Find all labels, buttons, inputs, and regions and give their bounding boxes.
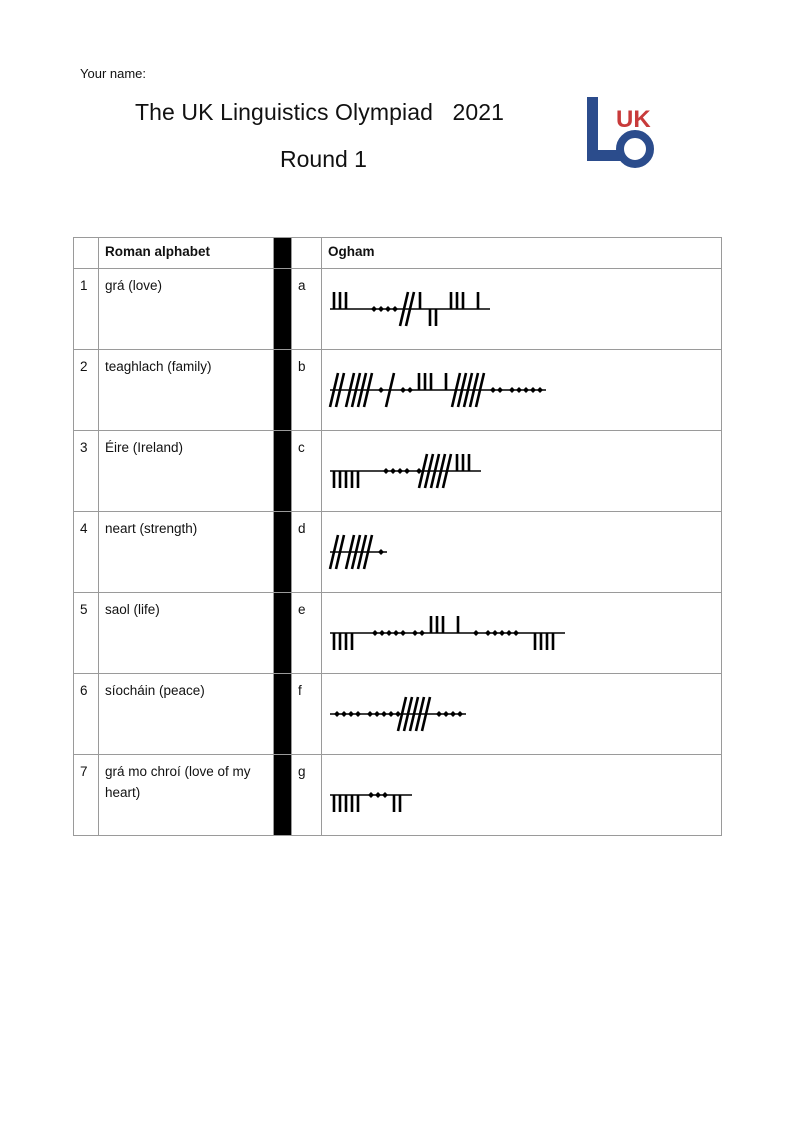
ogham-vowel-notch bbox=[492, 630, 498, 636]
page-title: The UK Linguistics Olympiad 2021 bbox=[135, 99, 505, 125]
ogham-inscription bbox=[322, 512, 722, 592]
ogham-vowel-notch bbox=[400, 387, 406, 393]
ogham-vowel-notch bbox=[443, 711, 449, 717]
round-subtitle: Round 1 bbox=[280, 146, 367, 172]
table-header-row bbox=[74, 238, 722, 269]
ogham-vowel-notch bbox=[490, 387, 496, 393]
ogham-vowel-notch bbox=[341, 711, 347, 717]
ogham-vowel-notch bbox=[368, 792, 374, 798]
ogham-vowel-notch bbox=[386, 630, 392, 636]
ogham-vowel-notch bbox=[516, 387, 522, 393]
ogham-vowel-notch bbox=[348, 711, 354, 717]
ogham-vowel-notch bbox=[374, 711, 380, 717]
ogham-vowel-notch bbox=[334, 711, 340, 717]
row-number: 5 bbox=[74, 593, 99, 674]
ogham-vowel-notch bbox=[385, 306, 391, 312]
header-ogham: Ogham bbox=[322, 238, 722, 269]
black-divider bbox=[274, 674, 292, 755]
logo-text: UK bbox=[616, 106, 651, 133]
row-letter: f bbox=[292, 674, 322, 755]
ogham-cell bbox=[322, 269, 722, 350]
row-number: 4 bbox=[74, 512, 99, 593]
your-name-label: Your name: bbox=[80, 66, 147, 81]
black-divider bbox=[274, 512, 292, 593]
row-letter: e bbox=[292, 593, 322, 674]
ogham-inscription bbox=[322, 674, 722, 754]
ogham-vowel-notch bbox=[371, 306, 377, 312]
ogham-inscription bbox=[322, 350, 722, 430]
table-row bbox=[74, 755, 722, 836]
ogham-vowel-notch bbox=[473, 630, 479, 636]
roman-text: Éire (Ireland) bbox=[99, 431, 274, 512]
ogham-vowel-notch bbox=[388, 711, 394, 717]
ogham-vowel-notch bbox=[393, 630, 399, 636]
ogham-cell bbox=[322, 431, 722, 512]
ogham-cell bbox=[322, 755, 722, 836]
ogham-vowel-notch bbox=[457, 711, 463, 717]
ogham-vowel-notch bbox=[407, 387, 413, 393]
header-num bbox=[74, 238, 99, 269]
ogham-vowel-notch bbox=[390, 468, 396, 474]
logo-ring bbox=[620, 134, 650, 164]
row-number: 6 bbox=[74, 674, 99, 755]
header-roman: Roman alphabet bbox=[99, 238, 274, 269]
row-letter: b bbox=[292, 350, 322, 431]
ogham-vowel-notch bbox=[499, 630, 505, 636]
ogham-vowel-notch bbox=[379, 630, 385, 636]
table-row bbox=[74, 593, 722, 674]
ogham-vowel-notch bbox=[392, 306, 398, 312]
ogham-vowel-notch bbox=[509, 387, 515, 393]
header-letter bbox=[292, 238, 322, 269]
ogham-table bbox=[73, 237, 722, 836]
ogham-vowel-notch bbox=[395, 711, 401, 717]
ogham-cell bbox=[322, 512, 722, 593]
ogham-inscription bbox=[322, 755, 722, 835]
uklo-logo bbox=[584, 94, 656, 170]
row-letter: g bbox=[292, 755, 322, 836]
ogham-vowel-notch bbox=[378, 387, 384, 393]
ogham-vowel-notch bbox=[537, 387, 543, 393]
table-row bbox=[74, 674, 722, 755]
ogham-vowel-notch bbox=[404, 468, 410, 474]
ogham-vowel-notch bbox=[375, 792, 381, 798]
ogham-inscription bbox=[322, 431, 722, 511]
roman-text: grá mo chroí (love of my heart) bbox=[99, 755, 274, 836]
black-divider bbox=[274, 350, 292, 431]
black-divider bbox=[274, 269, 292, 350]
row-letter: d bbox=[292, 512, 322, 593]
row-number: 7 bbox=[74, 755, 99, 836]
row-letter: a bbox=[292, 269, 322, 350]
ogham-cell bbox=[322, 350, 722, 431]
table-row bbox=[74, 350, 722, 431]
ogham-vowel-notch bbox=[378, 549, 384, 555]
ogham-vowel-notch bbox=[367, 711, 373, 717]
ogham-vowel-notch bbox=[412, 630, 418, 636]
ogham-vowel-notch bbox=[419, 630, 425, 636]
row-number: 2 bbox=[74, 350, 99, 431]
ogham-vowel-notch bbox=[355, 711, 361, 717]
table-row bbox=[74, 269, 722, 350]
roman-text: grá (love) bbox=[99, 269, 274, 350]
roman-text: teaghlach (family) bbox=[99, 350, 274, 431]
roman-text: neart (strength) bbox=[99, 512, 274, 593]
black-divider bbox=[274, 755, 292, 836]
ogham-inscription bbox=[322, 593, 722, 673]
row-letter: c bbox=[292, 431, 322, 512]
table-row bbox=[74, 431, 722, 512]
ogham-vowel-notch bbox=[506, 630, 512, 636]
roman-text: síocháin (peace) bbox=[99, 674, 274, 755]
ogham-vowel-notch bbox=[372, 630, 378, 636]
ogham-vowel-notch bbox=[485, 630, 491, 636]
ogham-vowel-notch bbox=[381, 711, 387, 717]
row-number: 3 bbox=[74, 431, 99, 512]
ogham-vowel-notch bbox=[497, 387, 503, 393]
ogham-vowel-notch bbox=[400, 630, 406, 636]
ogham-cell bbox=[322, 593, 722, 674]
black-divider bbox=[274, 593, 292, 674]
ogham-vowel-notch bbox=[378, 306, 384, 312]
black-divider bbox=[274, 238, 292, 269]
ogham-vowel-notch bbox=[450, 711, 456, 717]
roman-text: saol (life) bbox=[99, 593, 274, 674]
row-number: 1 bbox=[74, 269, 99, 350]
ogham-vowel-notch bbox=[523, 387, 529, 393]
ogham-vowel-notch bbox=[383, 468, 389, 474]
ogham-inscription bbox=[322, 269, 722, 349]
ogham-vowel-notch bbox=[513, 630, 519, 636]
ogham-vowel-notch bbox=[530, 387, 536, 393]
ogham-cell bbox=[322, 674, 722, 755]
table-row bbox=[74, 512, 722, 593]
ogham-vowel-notch bbox=[382, 792, 388, 798]
ogham-vowel-notch bbox=[436, 711, 442, 717]
ogham-vowel-notch bbox=[416, 468, 422, 474]
black-divider bbox=[274, 431, 292, 512]
ogham-vowel-notch bbox=[397, 468, 403, 474]
